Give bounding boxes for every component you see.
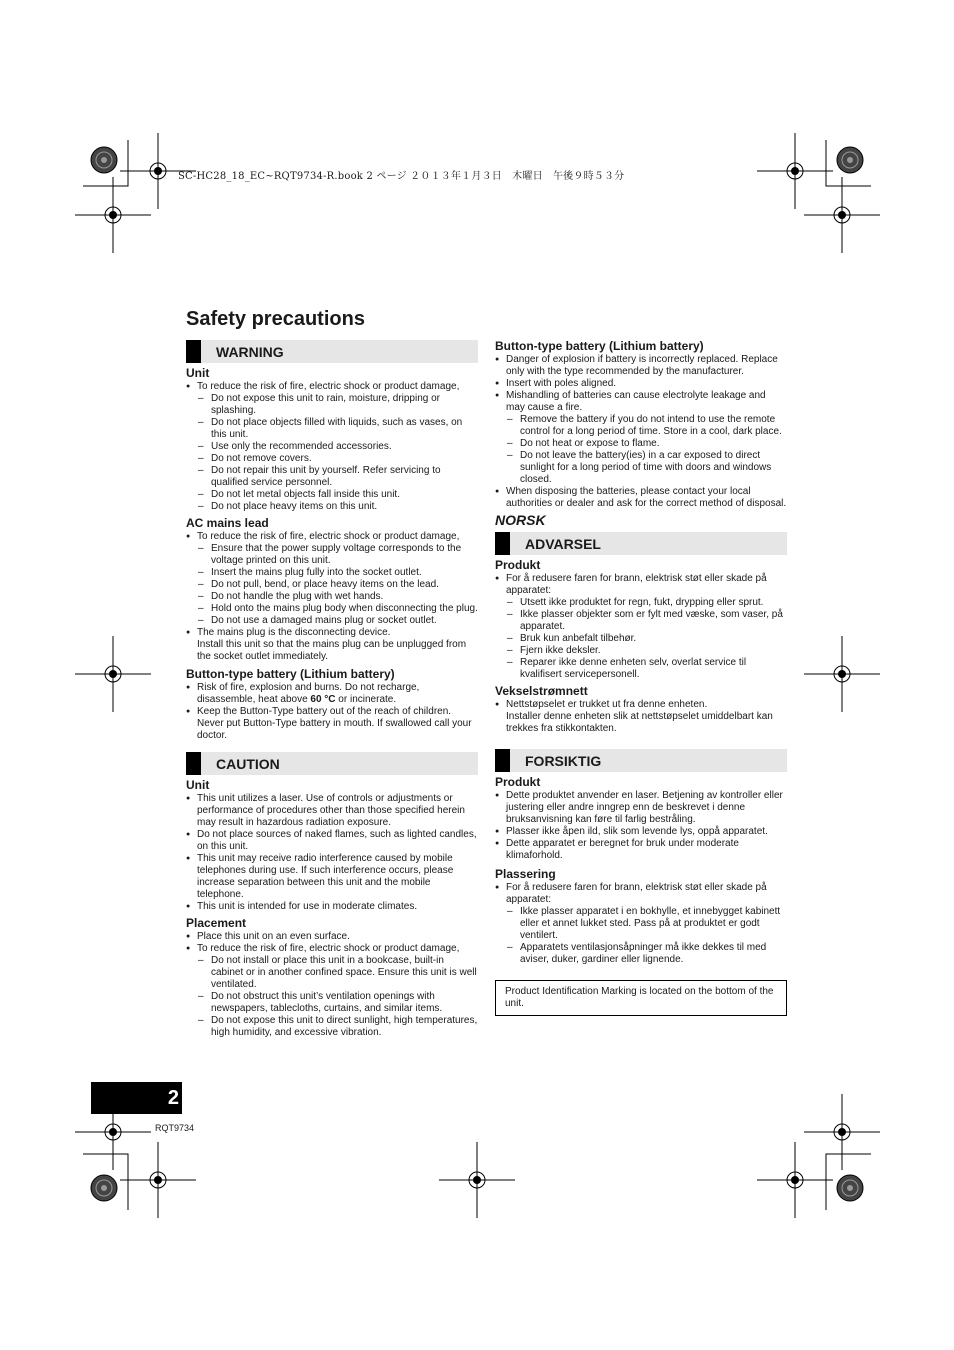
caution-label: CAUTION xyxy=(216,755,280,772)
list-item: – Bruk kun anbefalt tilbehør. xyxy=(506,633,787,645)
caution-unit-list xyxy=(186,793,478,913)
advarsel-banner xyxy=(495,532,787,555)
list-item: ● To reduce the risk of fire, electric shock or product damage, – Do not install or place this unit in a bookcase, built-in cabinet or in another confined space. Ensure this unit is well ventilated. – Do not obstruct this unit’s ventilation openings with newspapers, tablecloths, curtains, and similar items. – Do not expose this unit to direct sunlight, high temperatures, high humidity, and excessive vibration. xyxy=(186,943,478,1039)
list-item: – Apparatets ventilasjonsåpninger må ikke dekkes til med aviser, duker, gardiner eller lignende. xyxy=(506,942,787,966)
placement-dash-list xyxy=(197,955,478,1039)
warning-label: WARNING xyxy=(216,343,284,360)
unit-list xyxy=(186,381,478,513)
produkt2-heading: Produkt xyxy=(495,775,541,789)
battery-list xyxy=(186,682,478,742)
vekselstromnett-list xyxy=(495,699,787,735)
vekselstromnett-heading: Vekselstrømnett xyxy=(495,684,588,698)
language-heading-norsk: NORSK xyxy=(495,512,546,528)
list-item: – Do not place objects filled with liquids, such as vases, on this unit. xyxy=(197,417,478,441)
battery-list-right xyxy=(495,354,787,510)
list-item: – Remove the battery if you do not intend to use the remote control for a long period of time. Store in a cool, dark place. xyxy=(506,414,787,438)
plassering-heading: Plassering xyxy=(495,867,556,881)
plassering-dash-list xyxy=(506,906,787,966)
caution-unit-heading: Unit xyxy=(186,778,210,792)
document-code: RQT9734 xyxy=(155,1123,195,1133)
list-item: – Do not heat or expose to flame. xyxy=(506,438,787,450)
list-item: – Do not install or place this unit in a bookcase, built-in cabinet or in another confined space. Ensure this unit is well ventilated. xyxy=(197,955,478,991)
list-item: – Hold onto the mains plug body when disconnecting the plug. xyxy=(197,603,478,615)
list-item: – Ensure that the power supply voltage corresponds to the voltage printed on this unit. xyxy=(197,543,478,567)
list-item: ● Plasser ikke åpen ild, slik som levende lys, oppå apparatet. xyxy=(495,826,787,838)
ac-dash-list xyxy=(197,543,478,627)
placement-heading: Placement xyxy=(186,916,247,930)
right-column xyxy=(495,340,787,1016)
list-item: ● Mishandling of batteries can cause electrolyte leakage and may cause a fire. – Remove the battery if you do not intend to use the remote control for a long period of time. Store in a cool, dark place. – Do not heat or expose to flame. – Do not leave the battery(ies) in a car exposed to direct sunlight for a long period of time with doors and windows closed. xyxy=(495,390,787,486)
list-item: ● This unit may receive radio interference caused by mobile telephones during use. If such interference occurs, please increase separation between this unit and the mobile telephone. xyxy=(186,853,478,901)
list-item: ● When disposing the batteries, please contact your local authorities or dealer and ask for the correct method of disposal. xyxy=(495,486,787,510)
ac-mains-list xyxy=(186,531,478,663)
list-item: – Do not let metal objects fall inside this unit. xyxy=(197,489,478,501)
list-item: – Use only the recommended accessories. xyxy=(197,441,478,453)
product-id-note: Product Identification Marking is located on the bottom of the unit. xyxy=(495,980,787,1016)
list-item: ● This unit utilizes a laser. Use of controls or adjustments or performance of procedures other than those specified herein may result in hazardous radiation exposure. xyxy=(186,793,478,829)
list-item: – Do not pull, bend, or place heavy items on the lead. xyxy=(197,579,478,591)
ac-mains-heading: AC mains lead xyxy=(186,516,269,530)
advarsel-label: ADVARSEL xyxy=(525,535,601,552)
list-item: – Insert the mains plug fully into the socket outlet. xyxy=(197,567,478,579)
list-item: ● Place this unit on an even surface. xyxy=(186,931,478,943)
list-item: ● This unit is intended for use in moderate climates. xyxy=(186,901,478,913)
list-item: – Do not place heavy items on this unit. xyxy=(197,501,478,513)
list-item: ● To reduce the risk of fire, electric shock or product damage, – Do not expose this unit to rain, moisture, dripping or splashing. – Do not place objects filled with liquids, such as vases, on this unit. – Use only the recommended accessories. – Do not remove covers. – Do not repair this unit by yourself. Refer servicing to qualified service personnel. – Do not let metal objects fall inside this unit. – Do not place heavy items on this unit. xyxy=(186,381,478,513)
warning-banner xyxy=(186,340,478,363)
forsiktig-banner xyxy=(495,749,787,772)
produkt-list xyxy=(495,573,787,681)
list-item: – Utsett ikke produktet for regn, fukt, drypping eller sprut. xyxy=(506,597,787,609)
list-item: ● The mains plug is the disconnecting device. Install this unit so that the mains plug can be unplugged from the socket outlet immediately. xyxy=(186,627,478,663)
unit-dash-list xyxy=(197,393,478,513)
book-header-line: SC-HC28_18_EC~RQT9734-R.book 2 ページ ２０１３年１月３日 木曜日 午後９時５３分 xyxy=(178,171,625,182)
list-item: ● Do not place sources of naked flames, such as lighted candles, on this unit. xyxy=(186,829,478,853)
list-item: ● Dette produktet anvender en laser. Betjening av kontroller eller justering eller andre inngrep enn de beskrevet i denne bruksanvisning kan føre til farlig bestråling. xyxy=(495,790,787,826)
list-item: – Do not expose this unit to rain, moisture, dripping or splashing. xyxy=(197,393,478,417)
produkt2-list xyxy=(495,790,787,862)
left-column xyxy=(186,340,478,1039)
list-item: – Do not use a damaged mains plug or socket outlet. xyxy=(197,615,478,627)
page-number-tab xyxy=(91,1082,182,1114)
list-item: – Fjern ikke deksler. xyxy=(506,645,787,657)
battery-heading: Button-type battery (Lithium battery) xyxy=(186,667,395,681)
list-item: – Do not repair this unit by yourself. Refer servicing to qualified service personnel. xyxy=(197,465,478,489)
plassering-list xyxy=(495,882,787,966)
list-item: – Ikke plasser objekter som er fylt med væske, som vaser, på apparatet. xyxy=(506,609,787,633)
list-item: – Do not obstruct this unit’s ventilation openings with newspapers, tablecloths, curtains, and similar items. xyxy=(197,991,478,1015)
unit-heading: Unit xyxy=(186,366,210,380)
list-item: ● Danger of explosion if battery is incorrectly replaced. Replace only with the type recommended by the manufacturer. xyxy=(495,354,787,378)
list-item: ● Keep the Button-Type battery out of the reach of children. Never put Button-Type battery in mouth. If swallowed call your doctor. xyxy=(186,706,478,742)
list-item: ● Insert with poles aligned. xyxy=(495,378,787,390)
produkt-heading: Produkt xyxy=(495,558,541,572)
list-item: ● For å redusere faren for brann, elektrisk støt eller skade på apparatet: – Utsett ikke produktet for regn, fukt, drypping eller sprut. – Ikke plasser objekter som er fylt med væske, som vaser, på apparatet. – Bruk kun anbefalt tilbehør. – Fjern ikke deksler. – Reparer ikke denne enheten selv, overlat service til kvalifisert servicepersonell. xyxy=(495,573,787,681)
list-item: – Do not leave the battery(ies) in a car exposed to direct sunlight for a long period of time with doors and windows closed. xyxy=(506,450,787,486)
forsiktig-label: FORSIKTIG xyxy=(525,752,602,769)
list-item: – Do not handle the plug with wet hands. xyxy=(197,591,478,603)
list-item: – Ikke plasser apparatet i en bokhylle, et innebygget kabinett eller et annet lukket sted. Pass på at produktet er godt ventilert. xyxy=(506,906,787,942)
caution-banner xyxy=(186,752,478,775)
list-item: – Do not remove covers. xyxy=(197,453,478,465)
page-number: 2 xyxy=(167,1087,179,1109)
list-item: ● Dette apparatet er beregnet for bruk under moderate klimaforhold. xyxy=(495,838,787,862)
list-item: ● Risk of fire, explosion and burns. Do not recharge, disassemble, heat above 60 °C or incinerate. xyxy=(186,682,478,706)
battery-dash-list xyxy=(506,414,787,486)
placement-list xyxy=(186,931,478,1039)
list-item: ● For å redusere faren for brann, elektrisk støt eller skade på apparatet: – Ikke plasser apparatet i en bokhylle, et innebygget kabinett eller et annet lukket sted. Pass på at produktet er godt ventilert. – Apparatets ventilasjonsåpninger må ikke dekkes til med aviser, duker, gardiner eller lignende. xyxy=(495,882,787,966)
produkt-dash-list xyxy=(506,597,787,681)
list-item: – Do not expose this unit to direct sunlight, high temperatures, high humidity, and excessive vibration. xyxy=(197,1015,478,1039)
list-item: ● Nettstøpselet er trukket ut fra denne enheten. Installer denne enheten slik at nettstøpselet umiddelbart kan trekkes fra stikkontakten. xyxy=(495,699,787,735)
page-title: Safety precautions xyxy=(186,308,365,330)
list-item: ● To reduce the risk of fire, electric shock or product damage, – Ensure that the power supply voltage corresponds to the voltage printed on this unit. – Insert the mains plug fully into the socket outlet. – Do not pull, bend, or place heavy items on the lead. – Do not handle the plug with wet hands. – Hold onto the mains plug body when disconnecting the plug. – Do not use a damaged mains plug or socket outlet. xyxy=(186,531,478,627)
battery-heading-right: Button-type battery (Lithium battery) xyxy=(495,339,704,353)
list-item: – Reparer ikke denne enheten selv, overlat service til kvalifisert servicepersonell. xyxy=(506,657,787,681)
